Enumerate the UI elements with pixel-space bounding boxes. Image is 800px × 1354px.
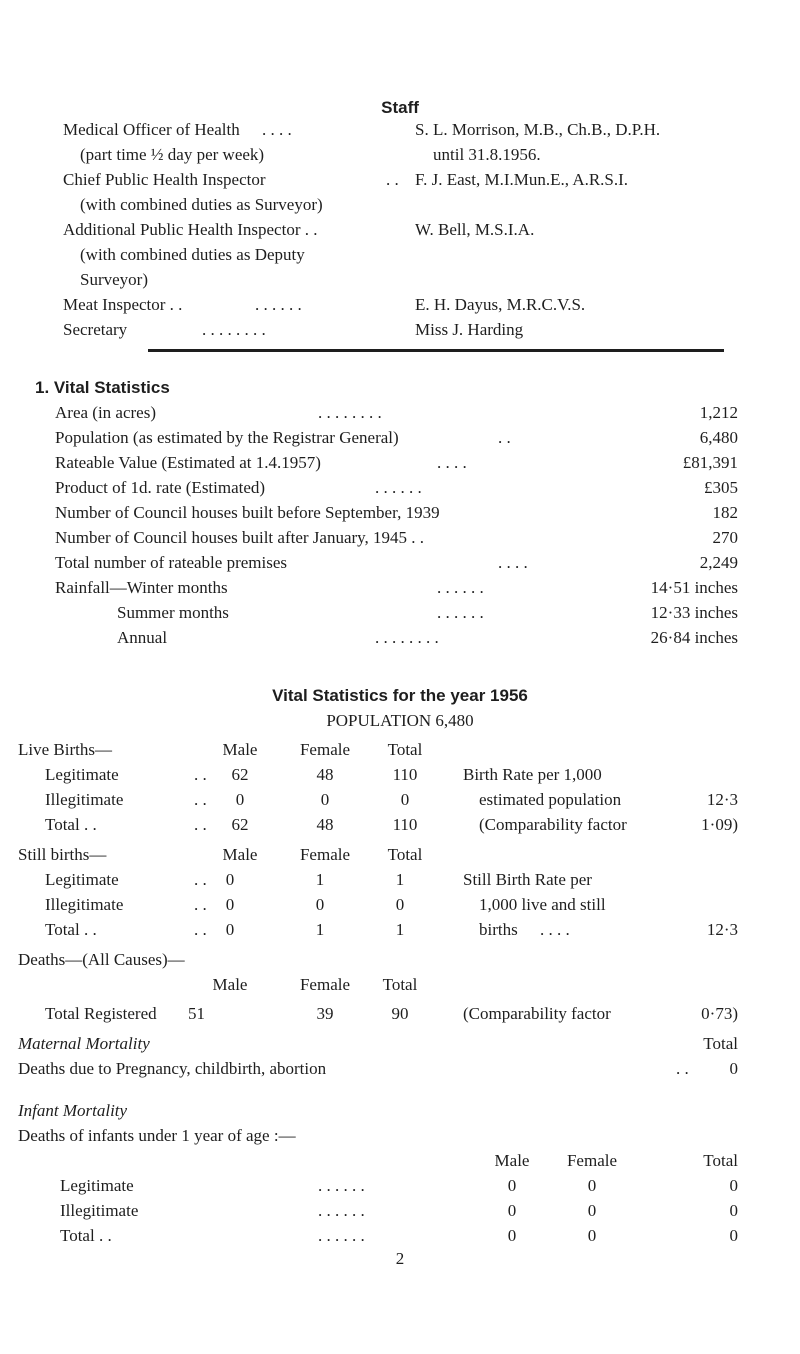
maternal-label: Deaths due to Pregnancy, childbirth, abortion [18, 1059, 327, 1078]
still-birth-rate-note: Still Birth Rate per [463, 870, 592, 889]
staff-dots: . . . . . . . . [202, 320, 266, 339]
vital-label: Rateable Value (Estimated at 1.4.1957) [55, 453, 321, 472]
cell-female: 0 [320, 790, 330, 809]
maternal-total-header: Total [703, 1034, 738, 1053]
vital-label: Total number of rateable premises [55, 553, 287, 572]
section-divider [148, 349, 724, 352]
vital-value: 26·84 inches [650, 628, 738, 647]
row-dots: . . . . . . [318, 1176, 365, 1195]
col-header-male: Male [212, 975, 248, 994]
cell-female: 0 [587, 1176, 597, 1195]
row-dots: . . . . . . [318, 1226, 365, 1245]
cell-female: 0 [587, 1226, 597, 1245]
staff-role: Surveyor) [80, 270, 148, 289]
cell-female: 0 [587, 1201, 597, 1220]
cell-male: 62 [231, 815, 249, 834]
vital-dots: . . [498, 428, 511, 447]
col-header-total: Total [703, 1151, 738, 1170]
birth-rate-note: Birth Rate per 1,000 [463, 765, 602, 784]
col-header-male: Male [494, 1151, 530, 1170]
population-heading: POPULATION 6,480 [326, 711, 474, 730]
live-births-label: Live Births— [18, 740, 112, 759]
cell-male: 0 [507, 1226, 517, 1245]
col-header-total: Total [382, 975, 418, 994]
cell-male: 0 [225, 870, 235, 889]
maternal-dots: . . [676, 1059, 689, 1078]
row-label: Total Registered [45, 1004, 157, 1023]
row-dots: . . [194, 790, 207, 809]
vital-value: 270 [712, 528, 738, 547]
staff-role: Medical Officer of Health [63, 120, 240, 139]
cell-male: 0 [225, 920, 235, 939]
cell-male: 0 [235, 790, 245, 809]
cell-total: 0 [400, 790, 410, 809]
vital-dots: . . . . . . [437, 578, 484, 597]
still-birth-rate-note: 1,000 live and still [479, 895, 606, 914]
staff-role: (with combined duties as Surveyor) [80, 195, 323, 214]
cell-total: 90 [391, 1004, 409, 1023]
cell-total: 1 [395, 920, 405, 939]
vital-value: £305 [704, 478, 738, 497]
vital-value: 2,249 [699, 553, 738, 572]
row-dots: . . [194, 765, 207, 784]
vital-label: Area (in acres) [55, 403, 156, 422]
staff-role: Chief Public Health Inspector [63, 170, 266, 189]
cell-total: 110 [392, 765, 418, 784]
staff-role: (part time ½ day per week) [80, 145, 265, 164]
staff-role: (with combined duties as Deputy [80, 245, 305, 264]
vital-label: Rainfall—Winter months [55, 578, 228, 597]
row-label: Total . . [60, 1226, 112, 1245]
vital-value: 1,212 [699, 403, 738, 422]
row-dots: . . [194, 815, 207, 834]
cell-female: 1 [315, 870, 325, 889]
birth-rate-value: 12·3 [706, 790, 738, 809]
vital-dots: . . . . [498, 553, 528, 572]
col-header-female: Female [299, 975, 351, 994]
vital-dots: . . . . . . [375, 478, 422, 497]
vital-value: 6,480 [699, 428, 738, 447]
row-dots: . . [194, 920, 207, 939]
cell-female: 48 [316, 765, 334, 784]
year-heading: Vital Statistics for the year 1956 [272, 686, 528, 705]
row-label: Total . . [45, 815, 97, 834]
cell-female: 48 [316, 815, 334, 834]
vital-value: 182 [712, 503, 738, 522]
infant-heading: Infant Mortality [18, 1101, 128, 1120]
row-label: Illegitimate [45, 895, 124, 914]
staff-role: Additional Public Health Inspector . . [63, 220, 318, 239]
still-birth-rate-value: 12·3 [706, 920, 738, 939]
row-label: Legitimate [45, 870, 119, 889]
deaths-label: Deaths—(All Causes)— [18, 950, 185, 969]
row-label: Total . . [45, 920, 97, 939]
vital-label: Annual [117, 628, 168, 647]
cell-total: 0 [395, 895, 405, 914]
cell-female: 39 [316, 1004, 334, 1023]
still-births-label: Still births— [18, 845, 107, 864]
staff-role: Meat Inspector . . [63, 295, 183, 314]
cell-total: 110 [392, 815, 418, 834]
cell-male: 51 [188, 1004, 205, 1023]
cell-total: 0 [729, 1176, 738, 1195]
cell-male: 0 [225, 895, 235, 914]
staff-name: Miss J. Harding [415, 320, 524, 339]
vital-dots: . . . . . . [437, 603, 484, 622]
col-header-female: Female [299, 845, 351, 864]
page-number: 2 [395, 1249, 405, 1268]
vital-label: Number of Council houses built before September, 1939 [55, 503, 440, 522]
vital-value: 14·51 inches [650, 578, 738, 597]
col-header-male: Male [222, 740, 258, 759]
row-dots: . . [194, 895, 207, 914]
vital-label: Population (as estimated by the Registrar General) [55, 428, 399, 447]
vital-label: Product of 1d. rate (Estimated) [55, 478, 266, 497]
cell-female: 1 [315, 920, 325, 939]
deaths-comparability-note: (Comparability factor [463, 1004, 611, 1023]
cell-total: 0 [729, 1201, 738, 1220]
vital-label: Number of Council houses built after January, 1945 . . [55, 528, 425, 547]
vital-heading: 1. Vital Statistics [35, 378, 170, 397]
infant-intro: Deaths of infants under 1 year of age :— [18, 1126, 296, 1145]
row-label: Legitimate [60, 1176, 134, 1195]
birth-rate-note: estimated population [479, 790, 622, 809]
cell-total: 0 [729, 1226, 738, 1245]
staff-dots: . . . . . . [255, 295, 302, 314]
row-label: Illegitimate [45, 790, 124, 809]
staff-name: until 31.8.1956. [433, 145, 541, 164]
cell-female: 0 [315, 895, 325, 914]
still-birth-rate-note: births [479, 920, 518, 939]
vital-value: 12·33 inches [650, 603, 738, 622]
row-label: Legitimate [45, 765, 119, 784]
maternal-value: 0 [729, 1059, 738, 1078]
cell-total: 1 [395, 870, 405, 889]
staff-name: F. J. East, M.I.Mun.E., A.R.S.I. [415, 170, 629, 189]
col-header-female: Female [299, 740, 351, 759]
vital-dots: . . . . . . . . [318, 403, 382, 422]
col-header-female: Female [566, 1151, 618, 1170]
staff-dots: . . [386, 170, 399, 189]
cell-male: 0 [507, 1201, 517, 1220]
vital-dots: . . . . [437, 453, 467, 472]
still-birth-dots: . . . . [540, 920, 570, 939]
deaths-comparability-value: 0·73) [701, 1004, 738, 1023]
staff-name: W. Bell, M.S.I.A. [415, 220, 535, 239]
col-header-total: Total [387, 740, 423, 759]
vital-dots: . . . . . . . . [375, 628, 439, 647]
vital-label: Summer months [117, 603, 229, 622]
vital-value: £81,391 [682, 453, 738, 472]
row-label: Illegitimate [60, 1201, 139, 1220]
comparability-note: (Comparability factor [479, 815, 627, 834]
cell-male: 62 [231, 765, 249, 784]
comparability-value: 1·09) [701, 815, 738, 834]
staff-dots: . . . . [262, 120, 292, 139]
maternal-heading: Maternal Mortality [18, 1034, 150, 1053]
staff-heading: Staff [381, 98, 419, 117]
row-dots: . . . . . . [318, 1201, 365, 1220]
col-header-total: Total [387, 845, 423, 864]
staff-name: S. L. Morrison, M.B., Ch.B., D.P.H. [415, 120, 661, 139]
staff-role: Secretary [63, 320, 128, 339]
cell-male: 0 [507, 1176, 517, 1195]
row-dots: . . [194, 870, 207, 889]
col-header-male: Male [222, 845, 258, 864]
staff-name: E. H. Dayus, M.R.C.V.S. [415, 295, 586, 314]
